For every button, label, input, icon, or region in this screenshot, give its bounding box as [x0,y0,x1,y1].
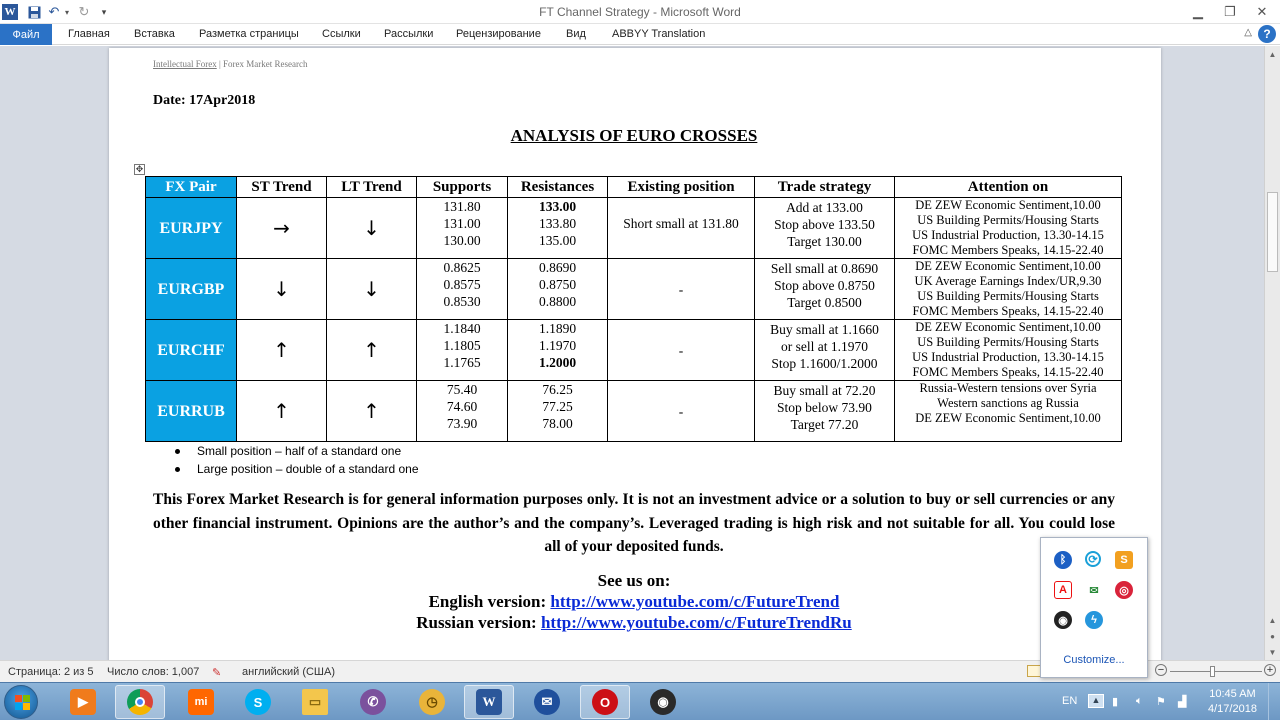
bullet-icon [175,449,180,454]
taskbar-opera[interactable] [580,685,630,719]
explorer-icon: ▭ [302,689,328,715]
clock-app-icon: ◷ [419,689,445,715]
tray-overflow-popup [1040,537,1148,678]
customize-link[interactable]: Customize... [1063,654,1125,666]
header-subtitle: | Forex Market Research [216,59,308,69]
table-move-handle-icon[interactable]: ✥ [135,164,144,174]
english-label: English version: [428,592,551,611]
event-line: Russia-Western tensions over Syria [919,381,1097,395]
tab-file[interactable]: Файл [0,24,52,45]
windows-logo-part [23,703,30,710]
support-level: 0.8575 [443,277,481,292]
event-line: DE ZEW Economic Sentiment,10.00 [915,259,1101,273]
scroll-up-icon[interactable]: ▲ [1268,49,1277,59]
pair-cell: EURJPY [146,198,237,259]
language-indicator[interactable]: английский (США) [242,666,336,678]
resistance-level: 78.00 [542,416,573,431]
support-level: 130.00 [443,233,481,248]
taskbar-media-player[interactable] [58,685,108,719]
bullet-icon [175,467,180,472]
support-level: 73.90 [446,416,478,431]
strategy-line: Target 130.00 [787,234,862,249]
report-heading: ANALYSIS OF EURO CROSSES [510,126,758,145]
pair-cell: EURGBP [146,259,237,320]
links-block [109,570,1159,633]
support-level: 131.00 [443,216,481,231]
event-line: FOMC Members Speaks, 14.15-22.40 [912,304,1104,318]
windows-logo-part [15,703,22,710]
strategy-line: Target 77.20 [790,417,859,432]
vertical-scrollbar[interactable] [1264,46,1280,660]
windows-logo-part [23,695,30,702]
support-level: 1.1840 [443,321,481,336]
scroll-thumb[interactable] [1267,192,1278,272]
support-level: 0.8625 [443,260,481,275]
ribbon-collapse-icon[interactable]: △ [1244,27,1252,38]
lt-trend-cell: ↓ [327,259,417,320]
mail-icon[interactable]: ✉ [1089,584,1099,597]
strategy-line: Buy small at 1.1660 [770,322,879,337]
resistance-level: 77.25 [542,399,573,414]
position-notes [175,442,419,478]
support-level: 0.8530 [443,294,481,309]
event-line: US Industrial Production, 13.30-14.15 [912,228,1104,242]
see-us-label: See us on: [597,571,671,590]
header-attention-on: Attention on [895,177,1122,198]
chrome-icon [127,689,153,715]
taskbar-obs[interactable] [638,685,688,719]
page-counter[interactable]: Страница: 2 из 5 [8,666,94,678]
taskbar-viber[interactable] [348,685,398,719]
next-page-icon[interactable]: ▼ [1268,647,1277,657]
supports-cell [417,198,508,259]
support-level: 1.1765 [443,355,481,370]
event-line: US Industrial Production, 13.30-14.15 [912,350,1104,364]
existing-position-cell: - [608,320,755,381]
obs-icon[interactable]: ◉ [1054,611,1072,629]
event-line: US Building Permits/Housing Starts [917,335,1099,349]
window-title: FT Channel Strategy - Microsoft Word [539,5,741,19]
volume-icon[interactable]: 🔈︎ [1136,695,1143,707]
ribbon-tabs [0,24,1280,45]
clock-date: 4/17/2018 [1208,703,1257,715]
windows-logo-icon [15,695,22,702]
undo-icon[interactable]: ↶ [48,4,60,19]
euro-crosses-table [145,176,1122,442]
trade-strategy-cell [755,259,895,320]
strategy-line: Stop above 133.50 [774,217,875,232]
strategy-line: Stop 1.1600/1.2000 [771,356,878,371]
taskbar-word[interactable] [464,685,514,719]
table-header-row [146,177,1122,198]
resistance-level: 1.1890 [538,321,577,336]
zoom-out-icon[interactable]: − [1155,664,1167,676]
event-line: US Building Permits/Housing Starts [917,213,1099,227]
event-line: DE ZEW Economic Sentiment,10.00 [915,198,1101,212]
minimize-button[interactable]: ▁ [1193,4,1203,19]
show-desktop-button[interactable] [1268,683,1280,720]
skype-icon: S [245,689,271,715]
header-existing-position: Existing position [608,177,755,198]
supports-cell [417,259,508,320]
obs-taskbar-icon: ◉ [650,689,676,715]
header-lt-trend: LT Trend [327,177,417,198]
event-line: US Building Permits/Housing Starts [917,289,1099,303]
close-button[interactable]: ✕ [1256,4,1268,19]
header-resistances: Resistances [508,177,608,198]
resistance-level: 133.80 [538,216,577,231]
tab-abbyy-translation[interactable]: ABBYY Translation [612,28,706,40]
network-signal-icon[interactable]: ▟ [1178,696,1187,708]
russian-version-line [109,612,1159,633]
resistance-level: 133.00 [538,199,577,214]
list-item [175,460,419,478]
resistances-cell [508,320,608,381]
strategy-line: Target 0.8500 [787,295,862,310]
existing-position-text: Short small at 131.80 [623,216,739,231]
english-youtube-link[interactable]: http://www.youtube.com/c/FutureTrend [550,592,840,611]
pair-cell: EURCHF [146,320,237,381]
resistances-cell [508,259,608,320]
taskbar-explorer[interactable] [290,685,340,719]
customize-toolbar-icon[interactable]: ▾ [101,6,107,17]
st-trend-cell: ↑ [237,320,327,381]
action-center-flag-icon[interactable]: ⚑ [1156,696,1166,708]
tab-page-layout[interactable]: Разметка страницы [199,28,299,40]
acrobat-icon[interactable]: A [1054,581,1072,599]
document-page[interactable] [109,48,1161,660]
tab-mailings[interactable]: Рассылки [384,28,434,40]
lt-trend-cell: ↑ [327,381,417,442]
word-count[interactable]: Число слов: 1,007 [107,666,200,678]
support-level: 75.40 [446,382,478,397]
st-trend-cell: ↓ [237,259,327,320]
table-row [146,259,1122,320]
lt-trend-cell: ↑ [327,320,417,381]
strategy-line: or sell at 1.1970 [781,339,868,354]
usb-icon[interactable]: ▮ [1112,696,1119,708]
media-player-icon: ▶ [70,689,96,715]
help-icon[interactable]: ? [1258,25,1276,43]
list-item [175,442,419,460]
prev-page-icon[interactable]: ▲ [1268,615,1277,625]
header-trade-strategy: Trade strategy [755,177,895,198]
resistance-level: 1.2000 [538,355,577,370]
header-fx-pair: FX Pair [146,177,237,198]
event-line: Western sanctions ag Russia [937,396,1079,410]
input-language[interactable]: EN [1062,695,1078,707]
tab-insert[interactable]: Вставка [134,28,175,40]
trade-strategy-cell [755,381,895,442]
redo-icon[interactable]: ↻ [78,4,90,19]
support-level: 1.1805 [443,338,481,353]
undo-dropdown-icon[interactable]: ▾ [64,7,69,17]
header-brand: Intellectual Forex [153,59,217,69]
event-line: DE ZEW Economic Sentiment,10.00 [915,411,1101,425]
tab-review[interactable]: Рецензирование [456,28,541,40]
lightning-icon[interactable]: ϟ [1085,611,1103,629]
trade-strategy-cell [755,198,895,259]
taskbar-thunderbird[interactable] [522,685,572,719]
resistance-level: 135.00 [538,233,577,248]
attention-cell [895,320,1122,381]
tab-view[interactable]: Вид [566,28,586,40]
existing-position-cell: - [608,259,755,320]
zoom-slider-track[interactable] [1170,671,1262,672]
opera-icon: O [592,689,618,715]
show-hidden-icons-button[interactable]: ▲ [1088,694,1104,708]
taskbar-clock-app[interactable] [407,685,457,719]
network-sync-icon[interactable]: ⟳ [1085,551,1101,567]
attention-cell [895,259,1122,320]
print-layout-icon[interactable] [1027,665,1041,677]
record-icon[interactable]: ◎ [1115,581,1133,599]
taskbar-skype[interactable] [233,685,283,719]
start-button[interactable] [4,685,38,719]
clock-time: 10:45 AM [1209,688,1256,700]
support-level: 74.60 [446,399,478,414]
st-trend-cell: ↑ [237,381,327,442]
header-supports: Supports [417,177,508,198]
note-text: Small position – half of a standard one [197,444,402,458]
event-line: DE ZEW Economic Sentiment,10.00 [915,320,1101,334]
thunderbird-icon: ✉ [534,689,560,715]
header-st-trend: ST Trend [237,177,327,198]
strategy-line: Stop above 0.8750 [774,278,875,293]
zoom-in-icon[interactable]: + [1264,664,1276,676]
save-icon[interactable] [26,3,42,21]
xiaomi-icon: mi [188,689,214,715]
title-bar [0,0,1280,24]
existing-position-cell [608,198,755,259]
pair-cell: EURRUB [146,381,237,442]
russian-label: Russian version: [416,613,541,632]
word-icon: W [476,689,502,715]
disclaimer-paragraph: This Forex Market Research is for general information purposes only. It is not an investment advice or a solution to buy or sell currencies or any other financial instrument. Opinions are the author’s and the company’s. Leveraged trading is high risk and not suitable for all. You could lose all of your deposited funds. [153,491,1115,555]
event-line: FOMC Members Speaks, 14.15-22.40 [912,365,1104,379]
word-logo-icon[interactable]: W [2,4,18,20]
page-header [153,59,308,69]
proofing-icon[interactable]: ✎ [212,667,222,679]
resistance-level: 0.8690 [538,260,577,275]
english-version-line [109,591,1159,612]
table-row [146,381,1122,442]
zoom-slider-thumb[interactable] [1210,666,1215,677]
russian-youtube-link[interactable]: http://www.youtube.com/c/FutureTrendRu [540,613,852,632]
clock[interactable] [1208,687,1257,717]
resistance-level: 0.8800 [538,294,577,309]
tab-references[interactable]: Ссылки [322,28,361,40]
existing-position-cell: - [608,381,755,442]
support-level: 131.80 [443,199,481,214]
st-trend-cell: → [237,198,327,259]
taskbar-xiaomi[interactable] [176,685,226,719]
browse-object-icon[interactable]: ● [1270,631,1275,641]
event-line: FOMC Members Speaks, 14.15-22.40 [912,243,1104,257]
note-text: Large position – double of a standard one [197,462,419,476]
report-date: Date: 17Apr2018 [153,93,256,108]
resistance-level: 0.8750 [538,277,577,292]
event-line: UK Average Earnings Index/UR,9.30 [914,274,1102,288]
strategy-line: Sell small at 0.8690 [770,261,879,276]
s-app-icon[interactable]: S [1115,551,1133,569]
bluetooth-icon[interactable]: ᛒ [1054,551,1072,569]
strategy-line: Add at 133.00 [786,200,863,215]
restore-button[interactable]: ❐ [1224,4,1236,19]
viber-icon: ✆ [360,689,386,715]
attention-cell [895,381,1122,442]
resistance-level: 1.1970 [538,338,577,353]
supports-cell [417,320,508,381]
taskbar-chrome[interactable] [115,685,165,719]
supports-cell [417,381,508,442]
strategy-line: Stop below 73.90 [777,400,872,415]
table-row [146,320,1122,381]
taskbar [0,682,1280,720]
resistances-cell [508,198,608,259]
trade-strategy-cell [755,320,895,381]
resistances-cell [508,381,608,442]
strategy-line: Buy small at 72.20 [773,383,876,398]
resistance-level: 76.25 [542,382,573,397]
attention-cell [895,198,1122,259]
lt-trend-cell: ↓ [327,198,417,259]
tab-home[interactable]: Главная [68,28,110,40]
table-row [146,198,1122,259]
